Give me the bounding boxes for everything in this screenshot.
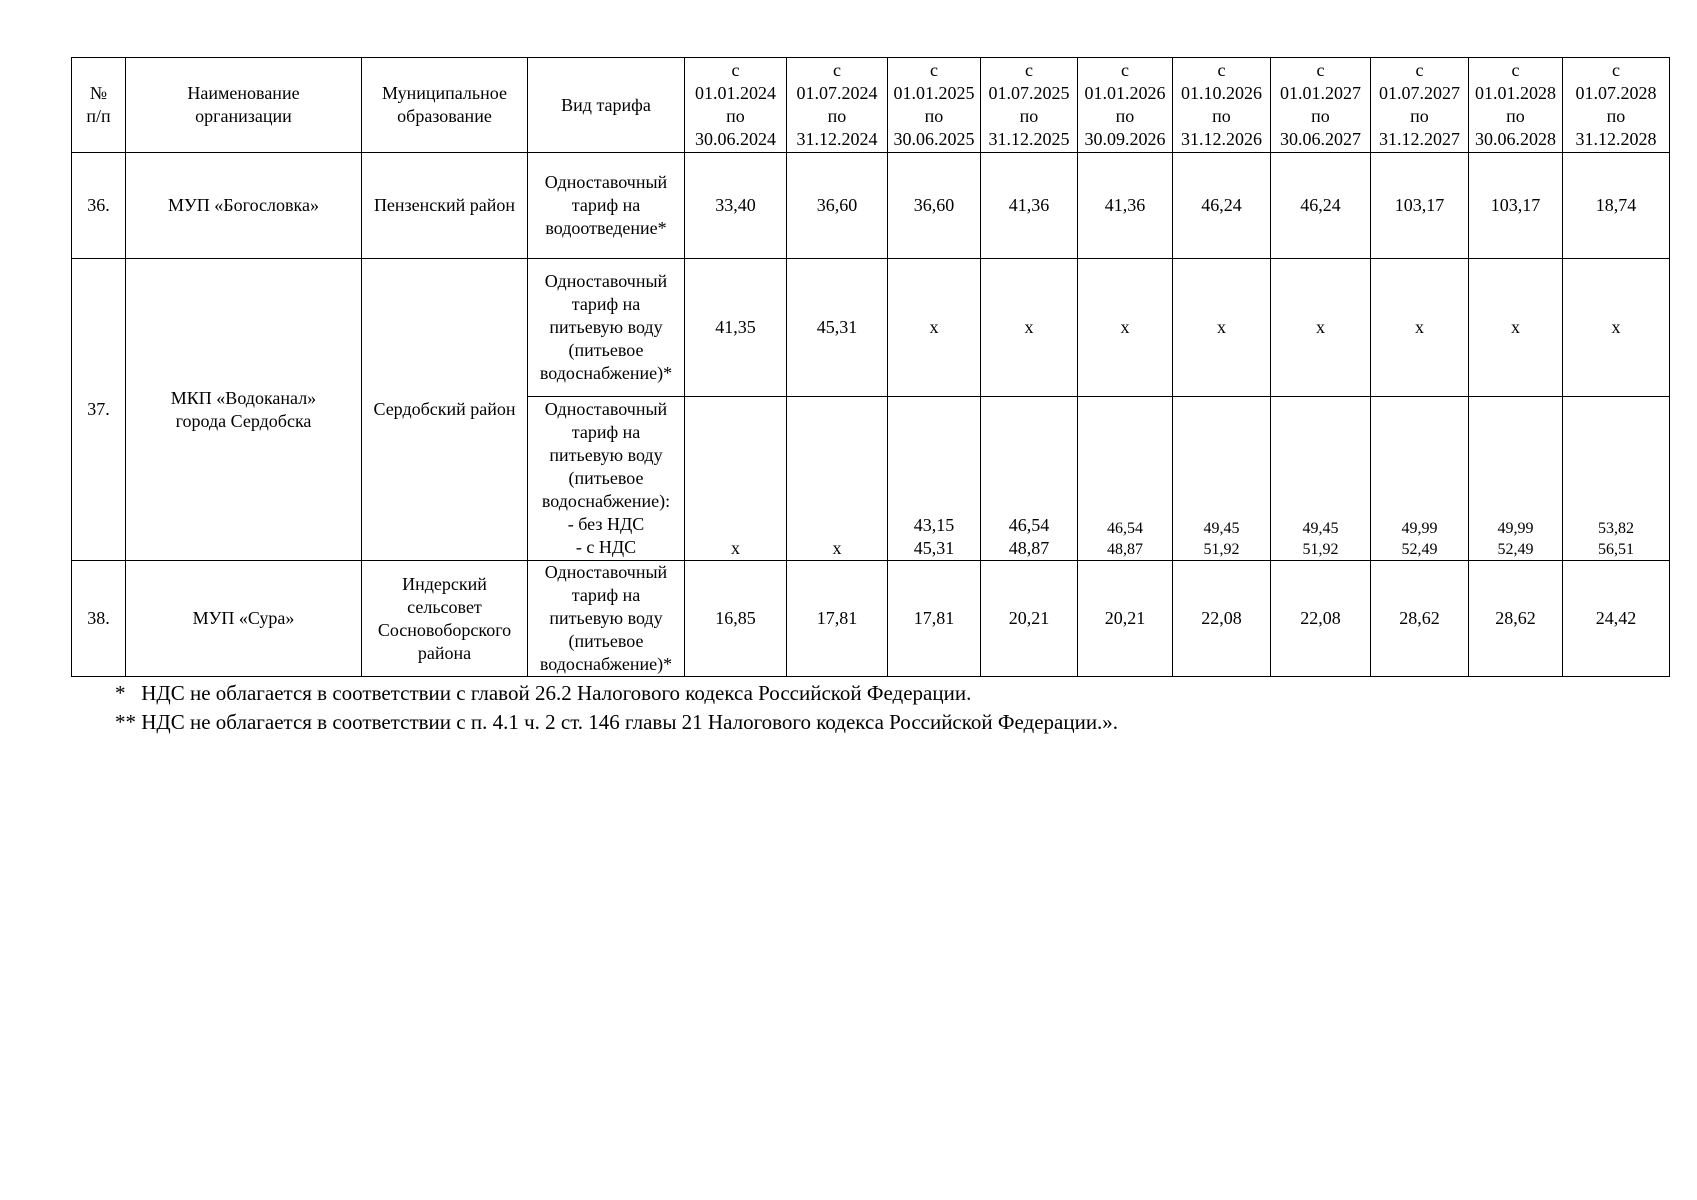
value-with-vat: 56,51 <box>1598 541 1634 558</box>
table-row <box>72 259 1670 397</box>
value-with-vat: 52,49 <box>1401 541 1438 558</box>
tariff-value-pair <box>1371 397 1469 561</box>
value-without-vat: 43,15 <box>913 515 955 535</box>
tariff-value: 46,24 <box>1173 153 1271 259</box>
tariff-value-pair <box>1563 397 1670 561</box>
value-with-vat: х <box>832 538 842 558</box>
header-org: Наименование организации <box>126 58 362 153</box>
tariff-value: 17,81 <box>888 561 981 677</box>
tariff-value: х <box>1563 259 1670 397</box>
header-period-10: с 01.07.2028 по 31.12.2028 <box>1563 58 1670 153</box>
header-period-6: с 01.10.2026 по 31.12.2026 <box>1173 58 1271 153</box>
value-with-vat: 51,92 <box>1302 541 1339 558</box>
municipality: Пензенский район <box>362 153 528 259</box>
tariff-value: 24,42 <box>1563 561 1670 677</box>
tariff-value: х <box>888 259 981 397</box>
municipality: Индерский сельсовет Сосновоборского района <box>362 561 528 677</box>
tariff-value-pair <box>1173 397 1271 561</box>
tariff-value: 41,35 <box>685 259 787 397</box>
tariff-value: 36,60 <box>888 153 981 259</box>
value-with-vat: 48,87 <box>1008 538 1050 558</box>
header-row <box>72 58 1670 153</box>
row-number: 36. <box>72 153 126 259</box>
header-num: № п/п <box>72 58 126 153</box>
tariff-value: 36,60 <box>787 153 888 259</box>
footnote-double-asterisk: ** НДС не облагается в соответствии с п. 4.1 ч. 2 ст. 146 главы 21 Налогового кодекса Российской Федерации.». <box>115 710 1119 734</box>
tariff-value: 103,17 <box>1371 153 1469 259</box>
tariff-value: 18,74 <box>1563 153 1670 259</box>
tariff-value-pair <box>888 397 981 561</box>
tariff-type: Одноставочный тариф на водоотведение* <box>528 153 685 259</box>
value-without-vat: 49,99 <box>1401 520 1438 537</box>
header-period-5: с 01.01.2026 по 30.09.2026 <box>1078 58 1173 153</box>
value-without-vat: 49,45 <box>1302 520 1339 537</box>
tariff-value: 20,21 <box>981 561 1078 677</box>
header-municipality: Муниципальное образование <box>362 58 528 153</box>
value-without-vat: 49,45 <box>1203 520 1240 537</box>
tariff-value: 41,36 <box>981 153 1078 259</box>
tariff-value: 103,17 <box>1469 153 1563 259</box>
table-row <box>72 153 1670 259</box>
header-period-1: с 01.01.2024 по 30.06.2024 <box>685 58 787 153</box>
tariff-value-pair <box>1078 397 1173 561</box>
value-with-vat: 45,31 <box>913 538 955 558</box>
tariff-type: Одноставочный тариф на питьевую воду (питьевое водоснабжение)* <box>528 561 685 677</box>
organization-name: МУП «Богословка» <box>126 153 362 259</box>
tariff-value: 17,81 <box>787 561 888 677</box>
tariff-value: х <box>981 259 1078 397</box>
header-period-7: с 01.01.2027 по 30.06.2027 <box>1271 58 1371 153</box>
tariff-value: 45,31 <box>787 259 888 397</box>
tariff-value: х <box>1173 259 1271 397</box>
header-tariff-type: Вид тарифа <box>528 58 685 153</box>
tariff-value: х <box>1078 259 1173 397</box>
header-period-4: с 01.07.2025 по 31.12.2025 <box>981 58 1078 153</box>
tariff-value: 20,21 <box>1078 561 1173 677</box>
value-without-vat: 53,82 <box>1598 520 1634 537</box>
organization-name: МКП «Водоканал» города Сердобска <box>126 259 362 561</box>
tariff-type: Одноставочный тариф на питьевую воду (питьевое водоснабжение)* <box>528 259 685 397</box>
row-number: 38. <box>72 561 126 677</box>
tariff-table <box>71 57 1670 677</box>
tariff-value-pair <box>981 397 1078 561</box>
tariff-value: 28,62 <box>1469 561 1563 677</box>
tariff-value-pair <box>685 397 787 561</box>
document-page <box>71 57 1669 737</box>
tariff-value: 22,08 <box>1271 561 1371 677</box>
tariff-value-pair <box>787 397 888 561</box>
header-period-9: с 01.01.2028 по 30.06.2028 <box>1469 58 1563 153</box>
tariff-value-pair <box>1271 397 1371 561</box>
tariff-value: 46,24 <box>1271 153 1371 259</box>
tariff-value: 41,36 <box>1078 153 1173 259</box>
table-row <box>72 561 1670 677</box>
value-without-vat: 46,54 <box>1107 520 1143 537</box>
tariff-value: 33,40 <box>685 153 787 259</box>
tariff-value-pair <box>1469 397 1563 561</box>
value-with-vat: 52,49 <box>1497 541 1534 558</box>
value-with-vat: 51,92 <box>1203 541 1240 558</box>
value-without-vat: 49,99 <box>1497 520 1534 537</box>
row-number: 37. <box>72 259 126 561</box>
tariff-value: х <box>1271 259 1371 397</box>
header-period-3: с 01.01.2025 по 30.06.2025 <box>888 58 981 153</box>
organization-name: МУП «Сура» <box>126 561 362 677</box>
tariff-value: х <box>1371 259 1469 397</box>
header-period-8: с 01.07.2027 по 31.12.2027 <box>1371 58 1469 153</box>
tariff-value: 16,85 <box>685 561 787 677</box>
value-without-vat: 46,54 <box>1008 515 1050 535</box>
tariff-value: 28,62 <box>1371 561 1469 677</box>
value-with-vat: 48,87 <box>1107 541 1143 558</box>
footnote-single-asterisk: * НДС не облагается в соответствии с главой 26.2 Налогового кодекса Российской Федерации. <box>115 681 972 705</box>
tariff-value: х <box>1469 259 1563 397</box>
footnotes <box>71 679 1669 737</box>
value-with-vat: х <box>731 538 740 558</box>
tariff-value: 22,08 <box>1173 561 1271 677</box>
tariff-type: Одноставочный тариф на питьевую воду (питьевое водоснабжение): - без НДС - с НДС <box>528 397 685 561</box>
municipality: Сердобский район <box>362 259 528 561</box>
header-period-2: с 01.07.2024 по 31.12.2024 <box>787 58 888 153</box>
